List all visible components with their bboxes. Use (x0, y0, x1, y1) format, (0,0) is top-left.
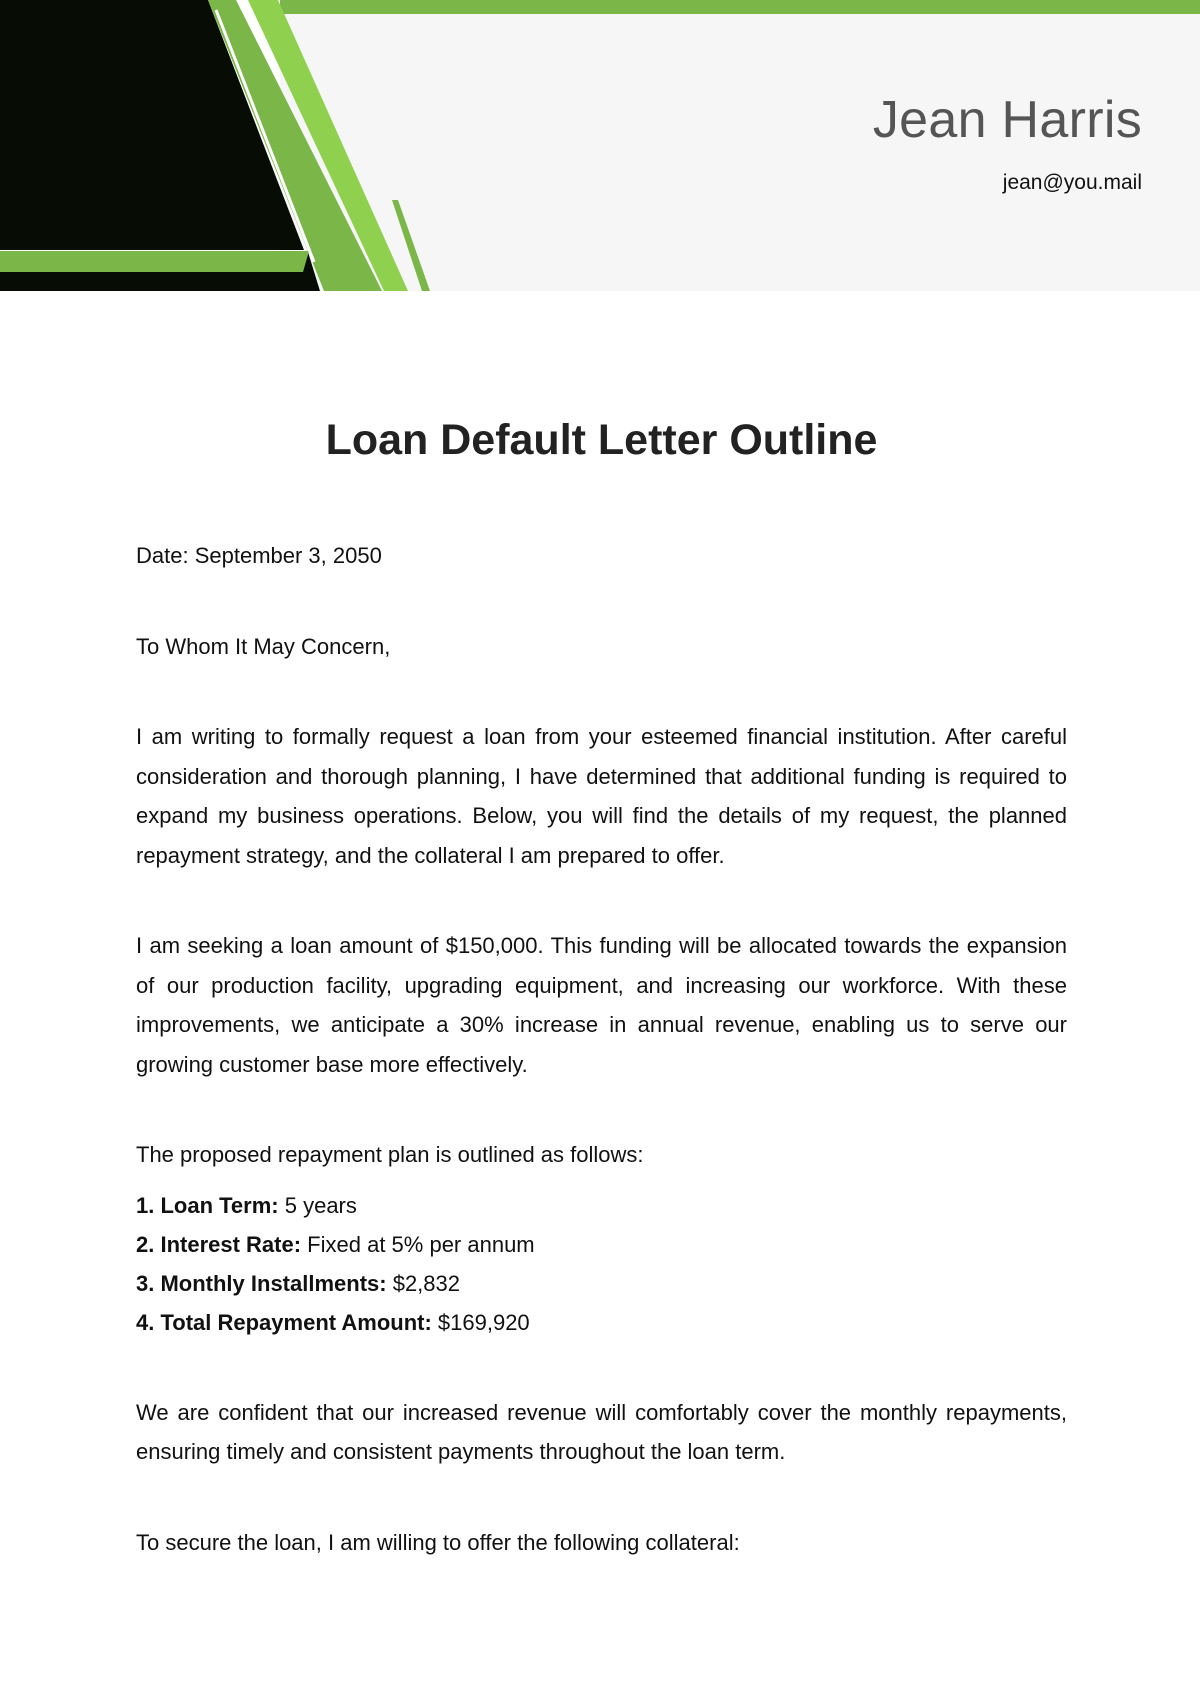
collateral-intro: To secure the loan, I am willing to offer the following collateral: (136, 1529, 740, 1555)
top-accent-bar (280, 0, 1200, 14)
list-item (136, 1303, 1067, 1342)
list-item (136, 1264, 1067, 1303)
repayment-list (136, 1186, 1067, 1342)
letterhead (0, 0, 1200, 291)
list-item (136, 1225, 1067, 1264)
paragraph-confidence: We are confident that our increased revenue will comfortably cover the monthly repayments, ensuring timely and consistent payments throughout the loan term. (136, 1399, 1067, 1464)
list-item-value: 5 years (278, 1192, 357, 1218)
author-name: Jean Harris (872, 91, 1142, 149)
list-item (136, 1186, 1067, 1225)
list-item-value: $169,920 (431, 1309, 530, 1335)
list-item-value: Fixed at 5% per annum (301, 1231, 535, 1257)
letter-body (136, 410, 1067, 1613)
list-item-label: 3. Monthly Installments: (136, 1270, 387, 1296)
letter-salutation: To Whom It May Concern, (136, 633, 391, 659)
horizontal-accent-bar (0, 251, 309, 272)
letter-date: Date: September 3, 2050 (136, 543, 382, 568)
list-item-label: 4. Total Repayment Amount: (136, 1309, 432, 1335)
list-item-value: $2,832 (386, 1270, 460, 1296)
paragraph-intro: I am writing to formally request a loan from your esteemed financial institution. After careful consideration and thorough planning, I have determined that additional funding is required to expand my business operations. Below, you will find the details of my request, the planned repayment strategy, and the collateral I am prepared to offer. (136, 724, 1067, 868)
header-panel (280, 14, 1200, 291)
author-email: jean@you.mail (1002, 171, 1142, 194)
list-item-label: 2. Interest Rate: (136, 1231, 302, 1257)
repayment-intro: The proposed repayment plan is outlined as follows: (136, 1142, 644, 1167)
paragraph-loan-amount: I am seeking a loan amount of $150,000. This funding will be allocated towards the expansion of our production facility, upgrading equipment, and increasing our workforce. With these improvements, we anticipate a 30% increase in annual revenue, enabling us to serve our growing customer base more effectively. (136, 933, 1067, 1077)
letter-title: Loan Default Letter Outline (325, 416, 878, 464)
list-item-label: 1. Loan Term: (136, 1192, 279, 1218)
